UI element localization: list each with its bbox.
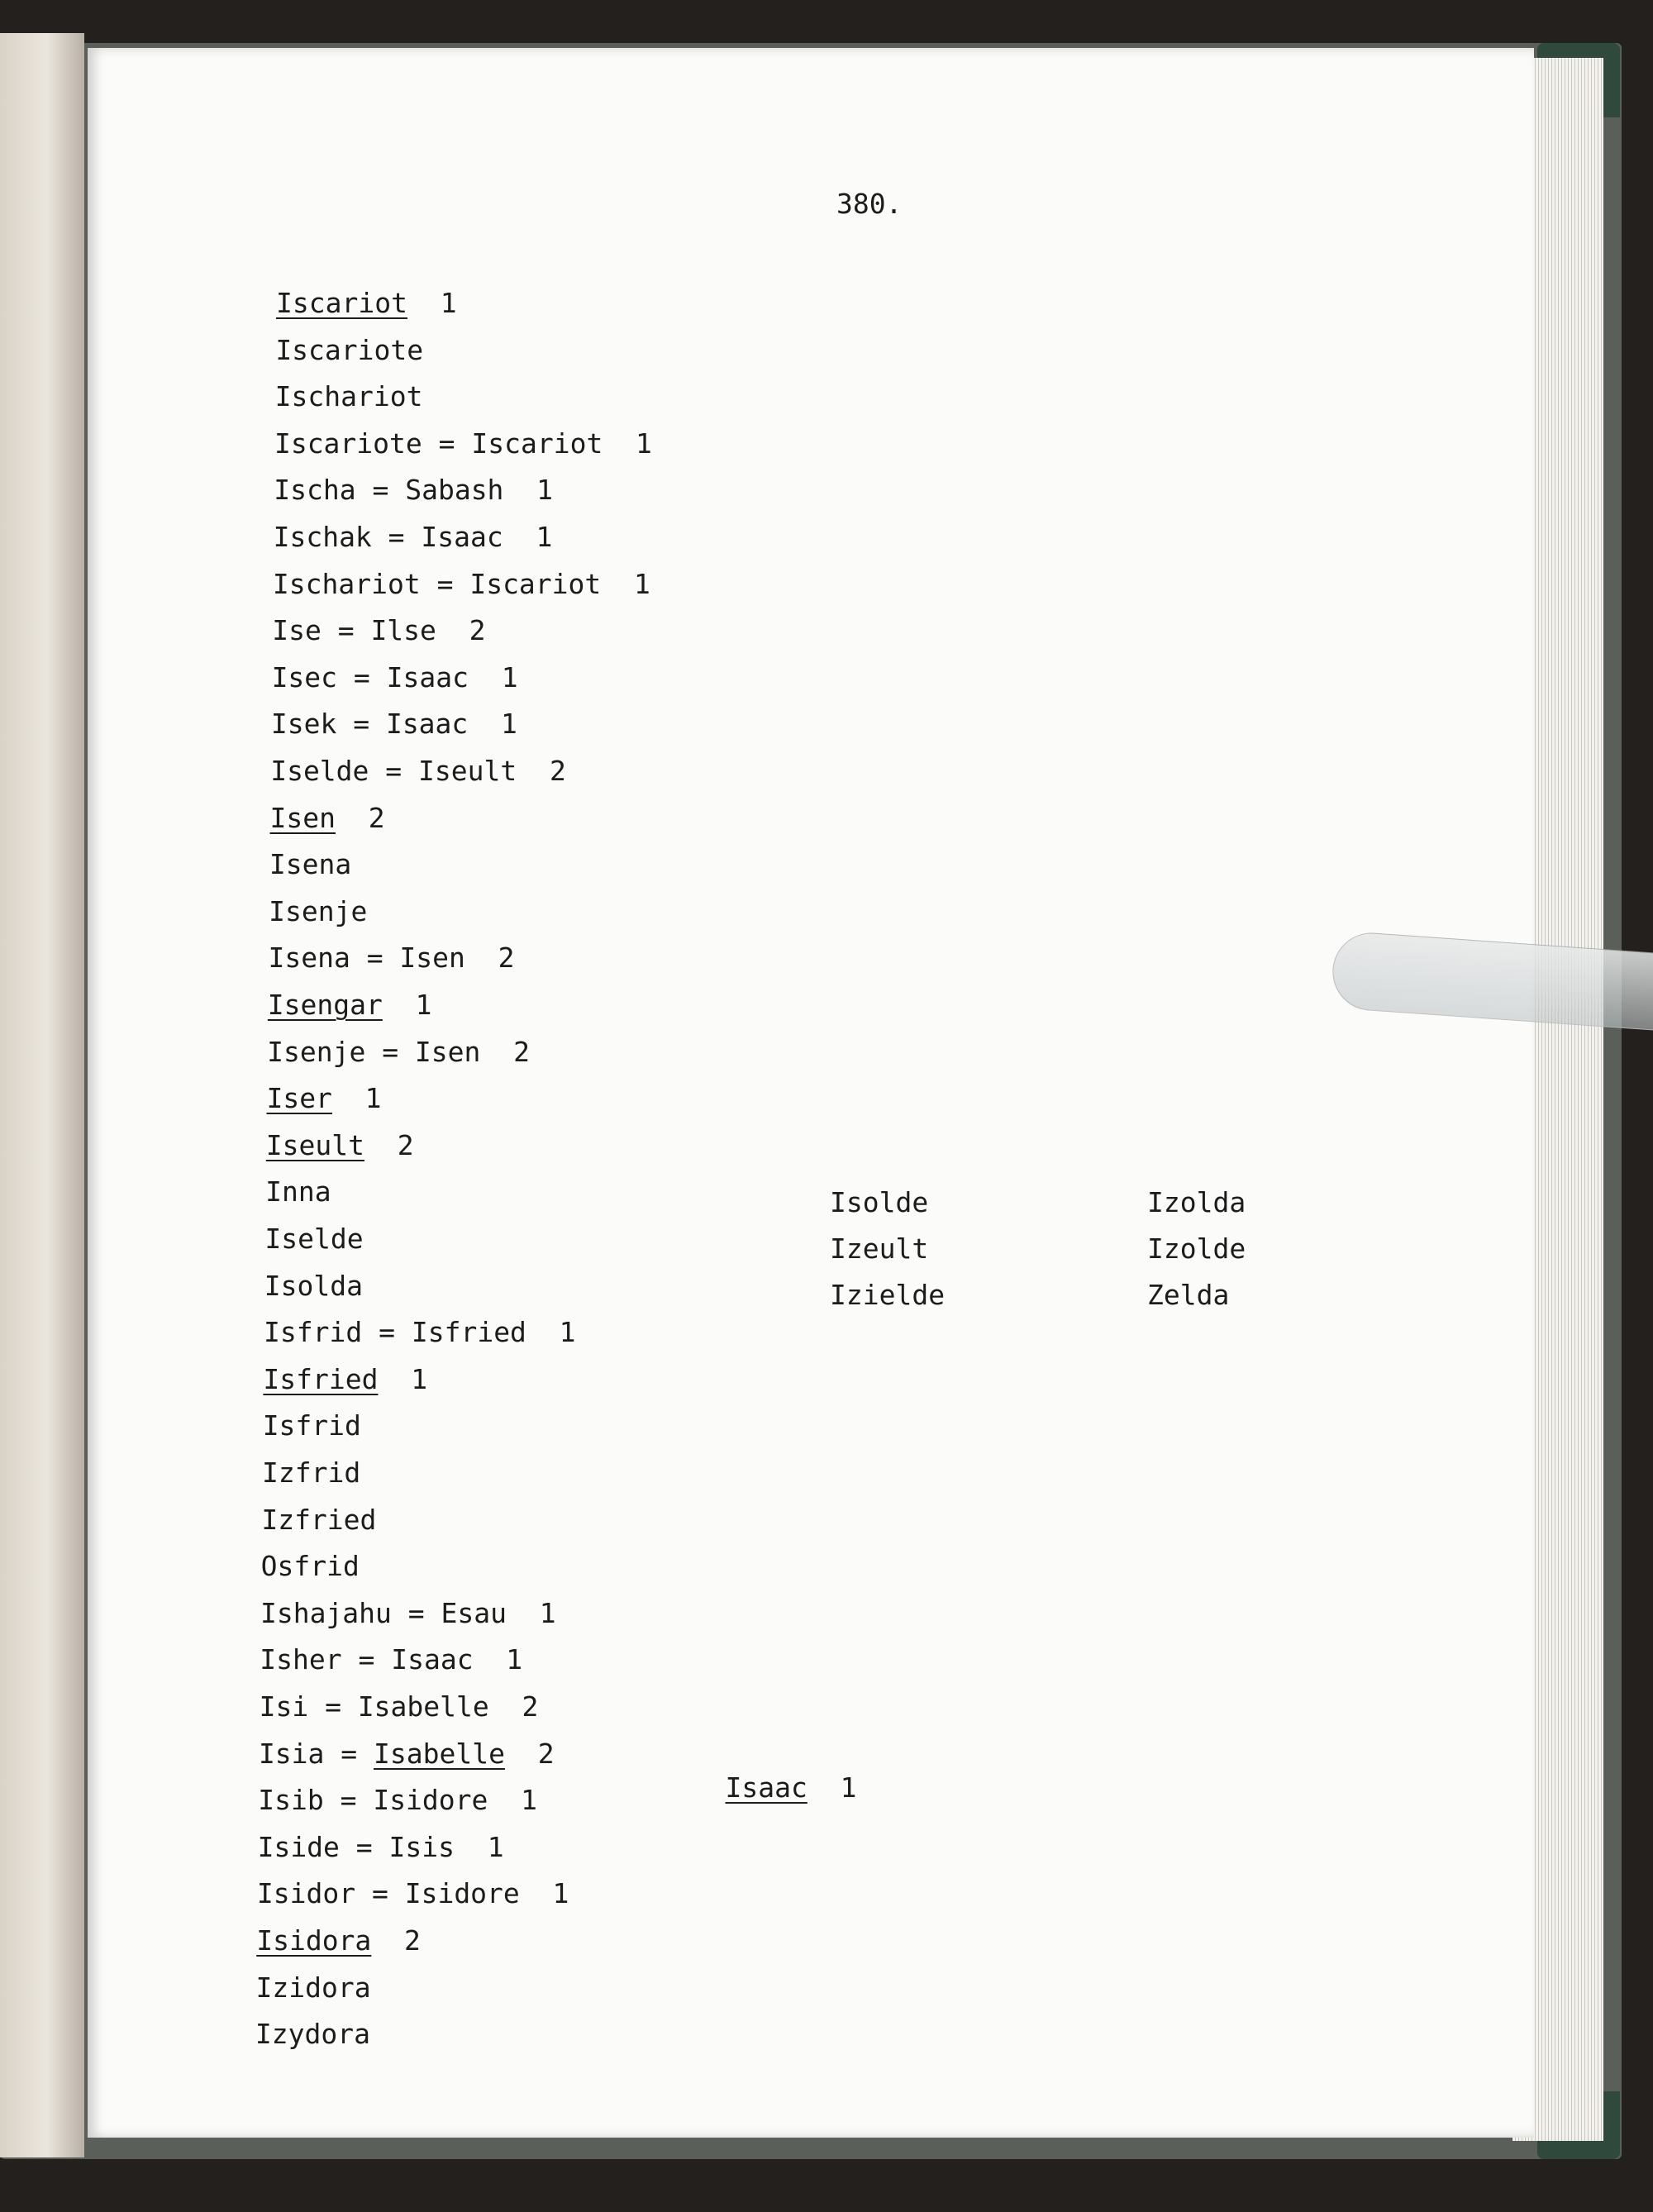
entry-text: Ischak = Isaac 1 (273, 521, 553, 553)
entry-text: Izfried (261, 1503, 377, 1536)
entry-row (269, 848, 352, 881)
document-page (88, 48, 1534, 2138)
entry-row (274, 380, 423, 413)
entry-text: Iselde (264, 1223, 364, 1255)
entry-row (261, 1503, 377, 1536)
entry-row (260, 1550, 360, 1583)
entry-row (270, 755, 566, 787)
entry-text: Isolda (264, 1269, 363, 1302)
entry-head: Iser (266, 1082, 332, 1115)
entry-text: Isenje (269, 894, 368, 927)
isia-extra (660, 1747, 856, 1828)
entry-text: Isek = Isaac 1 (270, 708, 517, 741)
page-number: 380. (836, 188, 903, 220)
entry-row (265, 1175, 331, 1208)
entry-text: Ise = Ilse 2 (272, 614, 486, 647)
entry-text: Isfrid = Isfried 1 (264, 1316, 576, 1349)
entry-row (272, 567, 650, 600)
entry-text: Ischariot (274, 380, 423, 413)
entry-row (271, 660, 518, 694)
entry-text: Iside = Isis 1 (257, 1830, 504, 1863)
entry-text: Iscariote = Iscariot 1 (274, 427, 652, 460)
entry-text: 1 (378, 1362, 428, 1395)
entry-text: Ischariot = Iscariot 1 (272, 567, 650, 600)
variant-name: Izolda (1147, 1186, 1246, 1218)
entry-text: Izydora (255, 2018, 370, 2051)
entry-row (258, 1784, 538, 1817)
entry-text: 2 (364, 1128, 414, 1161)
entry-row (260, 1643, 523, 1676)
entry-row (263, 1362, 428, 1395)
variant-name: Zelda (1147, 1279, 1230, 1311)
entry-link: Isabelle (374, 1737, 505, 1770)
variant-name: Izielde (830, 1279, 946, 1311)
entry-head: Isen (269, 801, 336, 834)
entry-row (262, 1409, 361, 1442)
entry-text: Izidora (255, 1971, 371, 2004)
entry-text: 1 (331, 1082, 382, 1115)
entry-text: Isena = Isen 2 (268, 942, 515, 975)
entry-row (262, 1456, 361, 1489)
entry-text: Inna (265, 1175, 331, 1208)
entry-row (264, 1269, 363, 1302)
entry-text: Iselde = Iseult 2 (270, 755, 566, 787)
entry-row (267, 989, 432, 1021)
left-page-edge (0, 33, 84, 2157)
entry-row (267, 1035, 531, 1068)
entry-row (264, 1316, 576, 1349)
entry-row (258, 1737, 555, 1770)
entry-row (256, 1924, 421, 1957)
entry-head: Isidora (256, 1924, 372, 1957)
entry-text: Isenje = Isen 2 (267, 1035, 531, 1068)
entry-text: Isidor = Isidore 1 (256, 1877, 569, 1910)
variant-name: Izolde (1147, 1232, 1246, 1265)
entry-row (266, 1082, 382, 1115)
entry-text: Isi = Isabelle 2 (259, 1690, 539, 1723)
isia-extra-link: Isaac (725, 1771, 807, 1804)
entry-text: 2 (504, 1737, 555, 1770)
entry-head: Iseult (265, 1128, 364, 1161)
entry-head: Isengar (267, 989, 383, 1021)
variant-name: Isolde (830, 1186, 929, 1218)
entry-row (256, 1877, 569, 1910)
entry-text: Osfrid (260, 1550, 360, 1583)
entry-row (257, 1830, 504, 1863)
entry-row (272, 614, 486, 647)
entry-text: Iscariote (275, 333, 424, 366)
entry-text: Izfrid (262, 1456, 361, 1489)
entry-text: Ishajahu = Esau 1 (260, 1596, 556, 1629)
entry-row (264, 1223, 364, 1255)
entry-row (268, 942, 515, 975)
entry-row (255, 2018, 370, 2051)
entry-row (274, 523, 553, 551)
variant-name: Izeult (830, 1232, 929, 1265)
entry-head: Iscariot (276, 287, 407, 319)
entry-head: Isfried (263, 1362, 379, 1395)
entry-text: 2 (371, 1924, 421, 1957)
entry-row (269, 801, 385, 834)
isia-extra-count: 1 (840, 1771, 857, 1804)
entry-row (255, 1971, 371, 2004)
entry-text: Isena (269, 848, 352, 881)
entry-row (259, 1690, 539, 1723)
entry-row (274, 427, 652, 460)
entry-text: Isher = Isaac 1 (260, 1643, 523, 1676)
entry-text: Ischa = Sabash 1 (274, 474, 554, 507)
entry-row (276, 289, 457, 317)
entry-row (270, 708, 517, 741)
entry-text: 1 (407, 287, 457, 319)
entry-text: Isfrid (262, 1409, 361, 1442)
entry-row (274, 474, 554, 507)
entry-text: 1 (382, 989, 432, 1021)
entry-text: 2 (336, 801, 385, 834)
entry-head: Isia = (258, 1737, 374, 1770)
entry-row (269, 894, 368, 927)
entry-text: Isec = Isaac 1 (271, 660, 518, 694)
entry-row (265, 1128, 414, 1161)
entry-row (260, 1596, 556, 1629)
isia-extra-count-space (807, 1771, 841, 1804)
entry-row (275, 333, 424, 366)
entry-text: Isib = Isidore 1 (258, 1784, 538, 1817)
